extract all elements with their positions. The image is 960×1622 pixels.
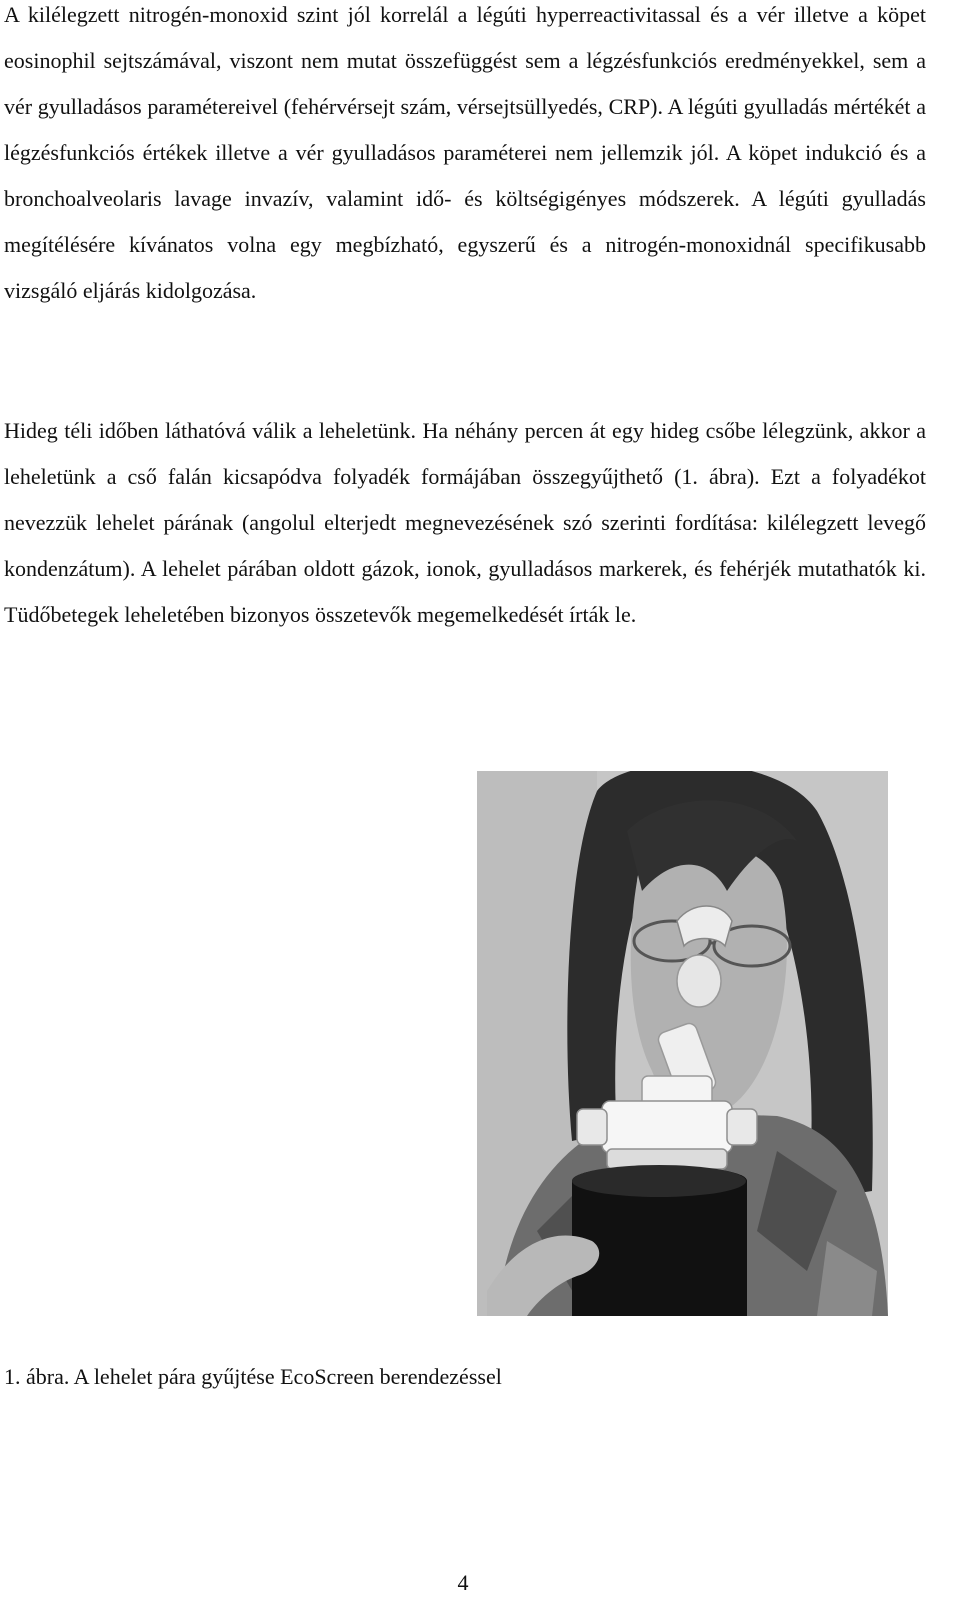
body-paragraph-1: A kilélegzett nitrogén-monoxid szint jól korrelál a légúti hyperreactivitassal és a vér illetve a köpet eosinophil sejtszámával, viszont nem mutat összefüggést sem a légzésfunkciós eredményekkel, sem a vér gyulladásos paramétereivel (fehérvérsejt szám, vérsejtsüllyedés, CRP). A légúti gyulladás mértékét a légzésfunkciós értékek illetve a vér gyulladásos paraméterei nem jellemzik jól. A köpet indukció és a bronchoalveolaris lavage invazív, valamint idő- és költségigényes módszerek. A légúti gyulladás megítélésére kívánatos volna egy megbízható, egyszerű és a nitrogén-monoxidnál specifikusabb vizsgáló eljárás kidolgozása. [4,2,926,303]
page-number: 4 [457,1570,469,1595]
body-paragraph-2: Hideg téli időben láthatóvá válik a leheletünk. Ha néhány percen át egy hideg csőbe lélegzünk, akkor a leheletünk a cső falán kicsapódva folyadék formájában összegyűjthető (1. ábra). Ezt a folyadékot nevezzük lehelet párának (angolul elterjedt megnevezésének szó szerinti fordítása: kilélegzett levegő kondenzátum). A lehelet párában oldott gázok, ionok, gyulladásos markerek, és fehérjék mutathatók ki. Tüdőbetegek leheletében bizonyos összetevők megemelkedését írták le. [4,418,926,627]
figure-photo [477,771,888,1316]
figure-caption: 1. ábra. A lehelet pára gyűjtése EcoScreen berendezéssel [4,1364,502,1389]
photo-illustration [477,771,888,1316]
